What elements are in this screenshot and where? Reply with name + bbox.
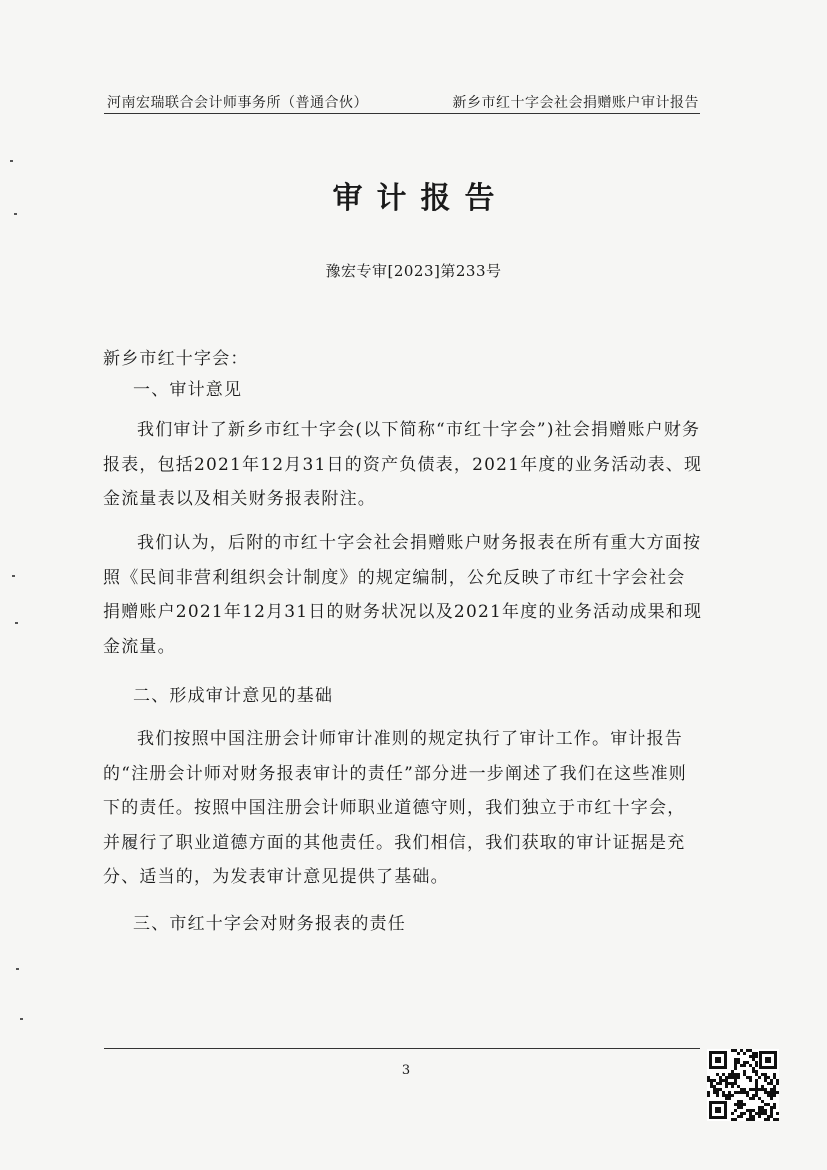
section-heading-management-responsibility: 三、市红十字会对财务报表的责任 (133, 914, 406, 934)
paragraph-text: 我们认为，后附的市红十字会社会捐赠账户财务报表在所有重大方面按照《民间非营利组织会计制度》的规定编制，公允反映了市红十字会社会捐赠账户2021年12月31日的财务状况以及2021年度的业务活动成果和现金流量。 (103, 533, 703, 657)
scan-speck (20, 1018, 23, 1020)
paragraph-audit-scope (103, 413, 703, 517)
scan-speck (16, 968, 19, 970)
scan-speck (14, 213, 17, 215)
scan-speck (15, 622, 18, 624)
report-title: 审计报告 (332, 181, 509, 216)
scan-speck (12, 575, 15, 577)
qr-code-icon (707, 1049, 779, 1121)
header-divider (104, 113, 700, 114)
section-heading-basis-for-opinion: 二、形成审计意见的基础 (133, 686, 334, 706)
addressee: 新乡市红十字会： (103, 349, 249, 369)
header-report-name: 新乡市红十字会社会捐赠账户审计报告 (452, 95, 699, 111)
paragraph-text: 我们审计了新乡市红十字会(以下简称“市红十字会”)社会捐赠账户财务报表，包括2021年12月31日的资产负债表，2021年度的业务活动表、现金流量表以及相关财务报表附注。 (103, 420, 703, 509)
footer-divider (104, 1048, 700, 1049)
report-reference-number: 豫宏专审[2023]第233号 (325, 262, 502, 280)
paragraph-basis (103, 722, 703, 895)
paragraph-text: 我们按照中国注册会计师审计准则的规定执行了审计工作。审计报告的“注册会计师对财务报表审计的责任”部分进一步阐述了我们在这些准则下的责任。按照中国注册会计师职业道德守则，我们独立于市红十字会，并履行了职业道德方面的其他责任。我们相信，我们获取的审计证据是充分、适当的，为发表审计意见提供了基础。 (103, 729, 687, 887)
qr-code-graphic (707, 1049, 779, 1121)
page-number: 3 (401, 1063, 411, 1078)
section-heading-audit-opinion: 一、审计意见 (133, 380, 243, 400)
scan-speck (10, 160, 13, 162)
header-firm-name: 河南宏瑞联合会计师事务所（普通合伙） (107, 95, 368, 111)
paragraph-opinion (103, 526, 703, 664)
